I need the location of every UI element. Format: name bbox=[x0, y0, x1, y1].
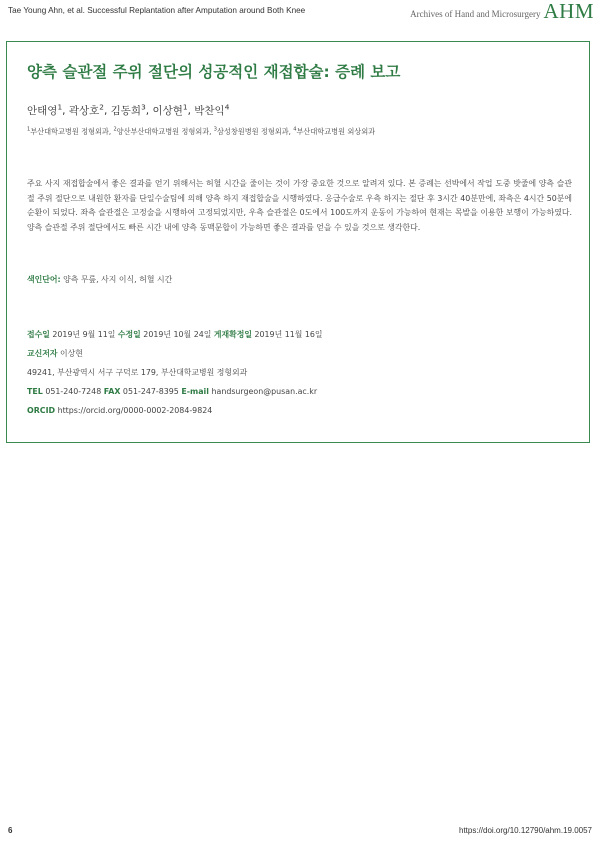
affiliation-list: $^1$부산대학교병원 정형외과, $^2$양산부산대학교병원 정형외과, $^3$삼성창원병원 정형외과, $^4$부산대학교병원 외상외과 bbox=[27, 126, 376, 136]
doi-link[interactable]: https://doi.org/10.12790/ahm.19.0057 bbox=[459, 826, 592, 835]
article-info bbox=[27, 325, 323, 420]
author: 안태영$^1$ bbox=[27, 102, 63, 117]
author: 이상현$^1$ bbox=[152, 102, 188, 117]
contact-row: TEL 051-240-7248 FAX 051-247-8395 E-mail handsurgeon@pusan.ac.kr bbox=[27, 387, 318, 396]
address-row: 49241, 부산광역시 서구 구덕로 179, 부산대학교병원 정형외과 bbox=[27, 368, 248, 377]
dates-row: 접수일 2019년 9월 11일 수정일 2019년 10월 24일 게재확정일 2019년 11월 16일 bbox=[27, 330, 323, 339]
author: 곽상호$^2$ bbox=[68, 102, 104, 117]
email-link[interactable]: handsurgeon@pusan.ac.kr bbox=[208, 387, 318, 396]
journal-name: Archives of Hand and Microsurgery bbox=[410, 9, 541, 19]
author-list: 안태영$^1$, 곽상호$^2$, 김동희$^3$, 이상현$^1$, 박찬익$^4$ bbox=[27, 102, 230, 117]
keywords bbox=[27, 274, 172, 285]
corresponding-author-row: 교신저자 이상현 bbox=[27, 349, 83, 358]
page-number: 6 bbox=[8, 826, 13, 835]
orcid-link[interactable]: https://orcid.org/0000-0002-2084-9824 bbox=[55, 406, 213, 415]
orcid-row: ORCID https://orcid.org/0000-0002-2084-9824 bbox=[27, 406, 213, 415]
article-title: 양측 슬관절 주위 절단의 성공적인 재접합술: 증례 보고 bbox=[27, 63, 401, 81]
author: 김동희$^3$ bbox=[110, 102, 146, 117]
author: 박찬익$^4$ bbox=[194, 102, 230, 117]
keywords-value: 양측 무릎, 사지 이식, 허혈 시간 bbox=[60, 275, 173, 284]
journal-header bbox=[410, 0, 594, 22]
running-title: Tae Young Ahn, et al. Successful Replantation after Amputation around Both Knee bbox=[8, 6, 306, 15]
abstract-text: 주요 사지 재접합술에서 좋은 결과를 얻기 위해서는 허혈 시간을 줄이는 것이 가장 중요한 것으로 알려져 있다. 본 증례는 선박에서 작업 도중 밧줄에 양측 슬관절 주위 절단으로 내원한 환자를 단일수술팀에 의해 양측 하지 재접합술을 시행하였다. 응급수술로 우측 하지는 절단 후 3시간 40분만에, 좌측은 4시간 50분에 순환이 되었다. 좌측 슬관절은 고정술을 시행하여 고정되었지만, 우측 슬관절은 0도에서 100도까지 운동이 가능하여 현재는 목발을 이용한 보행이 가능하였다. 양측 슬관절 주위 절단에서도 빠른 시간 내에 양측 동맥문합이 가능하면 좋은 결과를 얻을 수 있을 것으로 생각한다. bbox=[27, 179, 572, 232]
journal-logo: AHM bbox=[543, 0, 594, 23]
keywords-label: 색인단어: bbox=[27, 275, 61, 284]
